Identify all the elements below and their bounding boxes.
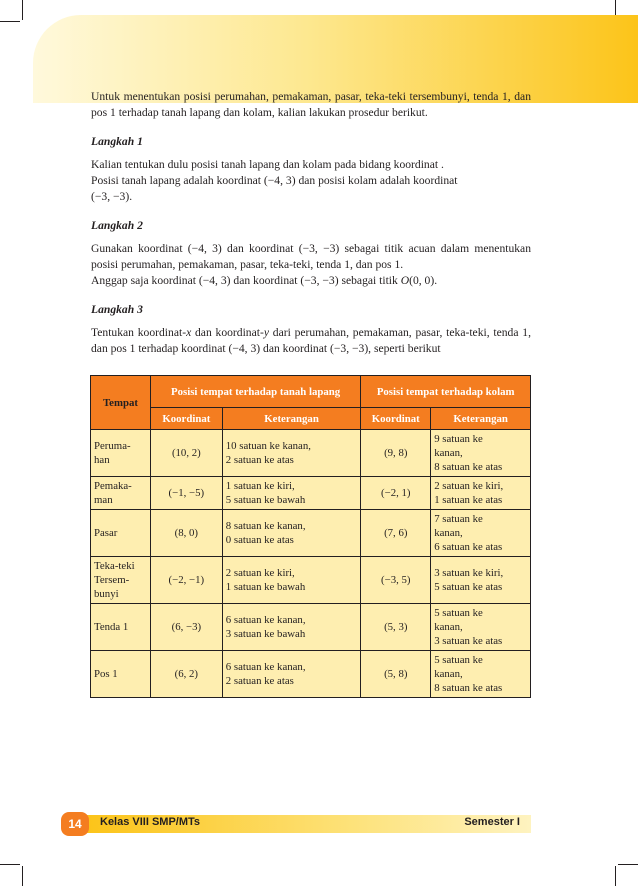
table-row (91, 477, 531, 510)
cell-coord-pond: (7, 6) (361, 510, 431, 557)
table-row (91, 604, 531, 651)
crop-mark (22, 0, 23, 20)
table-body (91, 430, 531, 698)
header-place: Tempat (91, 376, 151, 430)
cell-coord-pond: (5, 3) (361, 604, 431, 651)
table-row (91, 651, 531, 698)
origin-letter: O (400, 274, 410, 287)
header-group-field: Posisi tempat terhadap tanah lapang (150, 376, 360, 408)
step2-text-b: Anggap saja koordinat (−4, 3) dan koordinat (−3, −3) sebagai titik (91, 274, 401, 287)
step2-text-line (91, 273, 531, 289)
cell-coord-field: (10, 2) (150, 430, 222, 477)
cell-note-field: 1 satuan ke kiri, 5 satuan ke bawah (222, 477, 361, 510)
step3-t1: Tentukan koordinat- (91, 326, 187, 339)
cell-note-field: 6 satuan ke kanan, 2 satuan ke atas (222, 651, 361, 698)
cell-coord-field: (6, −3) (150, 604, 222, 651)
table-row (91, 430, 531, 477)
step2-text: Gunakan koordinat (−4, 3) dan koordinat (−3, −3) sebagai titik acuan dalam menentukan posisi perumahan, pemakaman, pasar, teka-teki, tenda 1, dan pos 1. (91, 242, 531, 271)
cell-coord-field: (−2, −1) (150, 557, 222, 604)
crop-mark (0, 21, 20, 22)
step3-heading: Langkah 3 (91, 303, 143, 316)
crop-mark (22, 866, 23, 886)
subheader-note: Keterangan (431, 408, 531, 430)
cell-note-pond: 5 satuan ke kanan, 3 satuan ke atas (431, 604, 531, 651)
cell-coord-field: (8, 0) (150, 510, 222, 557)
intro-paragraph: Untuk menentukan posisi perumahan, pemakaman, pasar, teka-teki tersembunyi, tenda 1, dan pos 1 terhadap tanah lapang dan kolam, kalian lakukan prosedur berikut. (91, 90, 531, 119)
step1-body (91, 157, 531, 205)
cell-coord-pond: (9, 8) (361, 430, 431, 477)
table-row (91, 557, 531, 604)
cell-note-pond: 9 satuan ke kanan, 8 satuan ke atas (431, 430, 531, 477)
cell-note-pond: 7 satuan ke kanan, 6 satuan ke atas (431, 510, 531, 557)
cell-place: Tenda 1 (91, 604, 151, 651)
cell-place: Pasar (91, 510, 151, 557)
cell-coord-field: (−1, −5) (150, 477, 222, 510)
cell-coord-pond: (−3, 5) (361, 557, 431, 604)
subheader-coord: Koordinat (150, 408, 222, 430)
crop-mark (615, 866, 616, 886)
cell-place: Teka-teki Tersem- bunyi (91, 557, 151, 604)
step3-x: x (186, 326, 192, 339)
cell-coord-field: (6, 2) (150, 651, 222, 698)
step3-y: y (263, 326, 269, 339)
step2-body (91, 241, 531, 289)
step3-body (91, 325, 531, 357)
step3-t2: dan koordinat- (191, 326, 264, 339)
header-group-pond: Posisi tempat terhadap kolam (361, 376, 531, 408)
subheader-note: Keterangan (222, 408, 361, 430)
step3-t3: dari perumahan, pemakaman, pasar, teka-teki, tenda 1, dan pos 1 terhadap koordinat (−4, 3) dan koordinat (−3, −3), seperti berikut (91, 326, 531, 355)
crop-mark (0, 864, 20, 865)
step1-line: Posisi tanah lapang adalah koordinat (−4, 3) dan posisi kolam adalah koordinat (91, 174, 458, 187)
cell-coord-pond: (5, 8) (361, 651, 431, 698)
cell-note-field: 8 satuan ke kanan, 0 satuan ke atas (222, 510, 361, 557)
crop-mark (618, 864, 638, 865)
cell-place: Peruma- han (91, 430, 151, 477)
cell-coord-pond: (−2, 1) (361, 477, 431, 510)
step1-line: (−3, −3). (91, 190, 133, 203)
cell-note-field: 6 satuan ke kanan, 3 satuan ke bawah (222, 604, 361, 651)
table-row (91, 510, 531, 557)
footer-semester: Semester I (464, 816, 520, 828)
step1-heading: Langkah 1 (91, 135, 143, 148)
subheader-coord: Koordinat (361, 408, 431, 430)
step1-line: Kalian tentukan dulu posisi tanah lapang dan kolam pada bidang koordinat . (91, 158, 444, 171)
cell-note-pond: 5 satuan ke kanan, 8 satuan ke atas (431, 651, 531, 698)
cell-note-field: 10 satuan ke kanan, 2 satuan ke atas (222, 430, 361, 477)
origin-coord: (0, 0). (409, 274, 438, 287)
cell-note-field: 2 satuan ke kiri, 1 satuan ke bawah (222, 557, 361, 604)
position-table (90, 375, 531, 698)
step2-heading: Langkah 2 (91, 219, 143, 232)
cell-place: Pemaka- man (91, 477, 151, 510)
page-number: 14 (61, 812, 89, 836)
cell-note-pond: 2 satuan ke kiri, 1 satuan ke atas (431, 477, 531, 510)
cell-note-pond: 3 satuan ke kiri, 5 satuan ke atas (431, 557, 531, 604)
footer-class: Kelas VIII SMP/MTs (100, 816, 201, 828)
cell-place: Pos 1 (91, 651, 151, 698)
